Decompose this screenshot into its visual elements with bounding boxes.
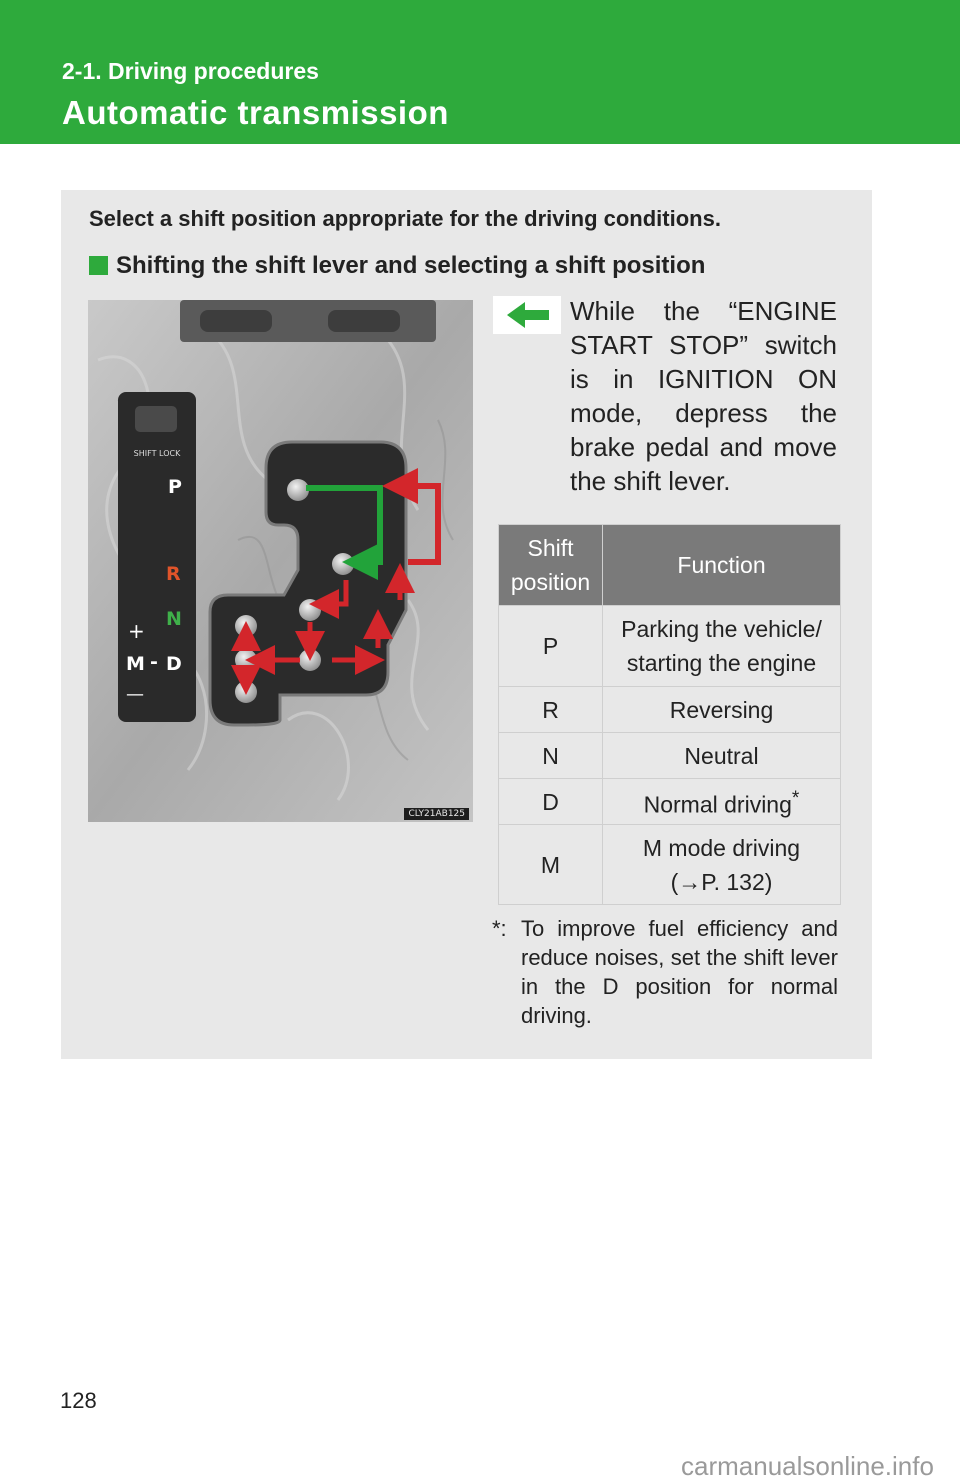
shift-position-table: [498, 524, 841, 905]
function-cell: M mode driving (→P. 132): [603, 825, 841, 905]
position-cell: N: [499, 733, 603, 779]
table-row: [499, 733, 841, 779]
shift-lock-label: SHIFT LOCK: [133, 449, 181, 458]
table-row: [499, 825, 841, 905]
footnote-mark: *: [791, 787, 800, 809]
function-cell: Reversing: [603, 687, 841, 733]
square-bullet-icon: [89, 256, 108, 275]
position-cell: R: [499, 687, 603, 733]
gate-label-d: D: [166, 653, 182, 675]
position-cell: D: [499, 779, 603, 825]
table-row: [499, 606, 841, 687]
function-cell: Neutral: [603, 733, 841, 779]
header-bar: [0, 0, 960, 144]
gate-label-dash: -: [150, 651, 158, 673]
page-reference: (→P. 132): [670, 868, 773, 895]
table-row: [499, 687, 841, 733]
sub-heading: [89, 252, 705, 280]
table-row: [499, 779, 841, 825]
page-title: Automatic transmission: [62, 94, 449, 131]
watermark: carmanualsonline.info: [681, 1451, 934, 1481]
footnote-marker: *:: [492, 916, 507, 941]
function-cell: Normal driving*: [603, 779, 841, 825]
page-number: 128: [60, 1388, 97, 1413]
gate-label-m: M: [126, 653, 145, 675]
table-header-function: Function: [603, 525, 841, 606]
arrow-icon-box: [493, 296, 561, 334]
table-header-position: Shift position: [499, 525, 603, 606]
gate-label-r: R: [166, 563, 181, 585]
section-label: 2-1. Driving procedures: [62, 58, 319, 84]
gate-label-minus: —: [126, 684, 144, 705]
gate-label-p: P: [168, 476, 182, 498]
position-cell: M: [499, 825, 603, 905]
footnote: [492, 914, 838, 1030]
gate-label-plus: +: [128, 619, 145, 643]
footnote-text: To improve fuel efficiency and reduce noises, set the shift lever in the D position for normal driving.: [521, 916, 838, 1028]
sub-heading-text: Shifting the shift lever and selecting a shift position: [116, 252, 706, 279]
figure-code: CLY21AB125: [404, 808, 469, 820]
intro-text: Select a shift position appropriate for the driving conditions.: [89, 206, 721, 231]
left-arrow-icon: [493, 296, 561, 334]
shift-lever-figure: [88, 300, 473, 822]
position-cell: P: [499, 606, 603, 687]
gate-label-n: N: [166, 608, 182, 630]
instruction-text: While the “ENGINE START STOP” switch is in IGNITION ON mode, depress the brake pedal and move the shift lever.: [570, 296, 837, 496]
shift-gate-illustration: [88, 300, 473, 822]
function-cell: Parking the vehicle/ starting the engine: [603, 606, 841, 687]
